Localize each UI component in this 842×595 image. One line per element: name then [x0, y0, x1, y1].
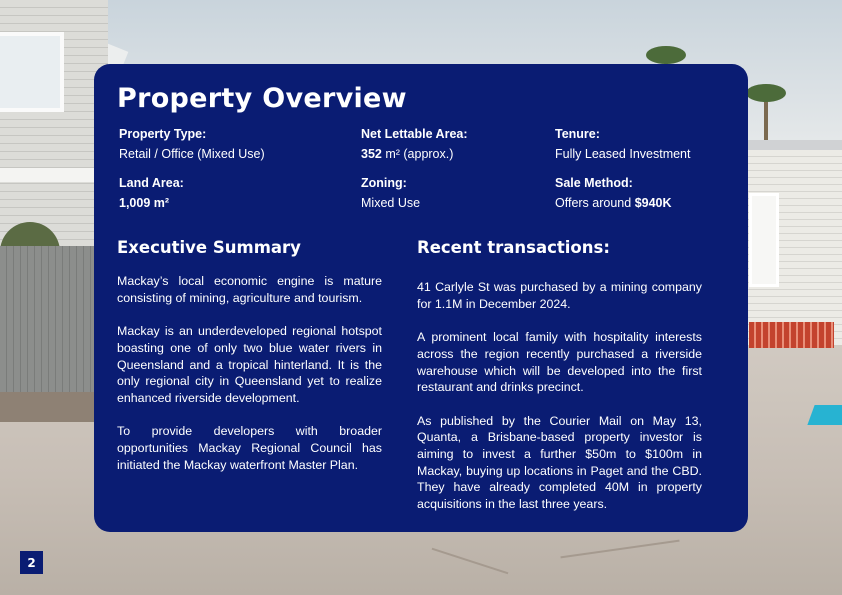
fact-value: [555, 195, 672, 212]
blue-ground-marking: [807, 405, 842, 425]
fact-zoning: [361, 175, 420, 212]
fact-tenure: [555, 126, 691, 163]
fact-label: Land Area:: [119, 176, 184, 190]
fact-value: 1,009 m²: [119, 196, 170, 210]
fact-value: Fully Leased Investment: [555, 147, 691, 161]
left-house-trim: [0, 168, 108, 182]
fact-sale-method: [555, 175, 672, 212]
overview-panel: [94, 64, 748, 532]
fact-label: Tenure:: [555, 127, 600, 141]
fact-label: Property Type:: [119, 127, 207, 141]
fact-value: Retail / Office (Mixed Use): [119, 147, 265, 161]
palm-fronds: [746, 84, 786, 102]
palm-fronds: [646, 46, 686, 64]
recent-transactions-body: [417, 279, 702, 530]
recent-transactions-heading: Recent transactions:: [417, 238, 610, 257]
fact-label: Zoning:: [361, 176, 407, 190]
fact-value-number: 352: [361, 147, 382, 161]
fact-land-area: [119, 175, 184, 212]
summary-paragraph: To provide developers with broader opportunities Mackay Regional Council has initiated the Mackay waterfront Master Plan.: [117, 424, 382, 472]
transaction-paragraph: As published by the Courier Mail on May 13, Quanta, a Brisbane-based property investor is aiming to invest a further $50m to $100m in Mackay, buying up locations in Paget and the CBD. They have already completed 40M in property acquisitions in the last three years.: [417, 413, 702, 512]
fact-value-text: Offers around: [555, 196, 635, 210]
right-house-window: [749, 193, 779, 287]
fact-net-lettable-area: [361, 126, 468, 163]
summary-paragraph: Mackay’s local economic engine is mature consisting of mining, agriculture and tourism.: [117, 274, 382, 305]
transaction-paragraph: A prominent local family with hospitality interests across the region recently purchased a riverside warehouse which will be developed into the first restaurant and drinks precinct.: [417, 330, 702, 395]
fact-label: Sale Method:: [555, 176, 633, 190]
summary-paragraph: Mackay is an underdeveloped regional hotspot boasting one of only two blue water rivers in Queensland and a tropical hinterland. It is the only regional city in Queensland yet to realize enhanced riverside development.: [117, 324, 382, 405]
right-house-lattice: [749, 322, 834, 348]
left-house-window: [0, 32, 64, 112]
page-number: 2: [20, 551, 43, 574]
fence: [0, 246, 100, 412]
page-title: Property Overview: [117, 83, 407, 114]
transaction-paragraph: 41 Carlyle St was purchased by a mining company for 1.1M in December 2024.: [417, 280, 702, 311]
fact-value-unit: m² (approx.): [381, 147, 454, 161]
fact-label: Net Lettable Area:: [361, 127, 468, 141]
garden-bed: [0, 392, 100, 422]
fact-property-type: [119, 126, 265, 163]
fact-value: Mixed Use: [361, 196, 421, 210]
fact-value-number: $940K: [634, 196, 672, 210]
executive-summary-heading: Executive Summary: [117, 238, 301, 257]
executive-summary-body: [117, 273, 382, 490]
fact-value: [361, 146, 468, 163]
